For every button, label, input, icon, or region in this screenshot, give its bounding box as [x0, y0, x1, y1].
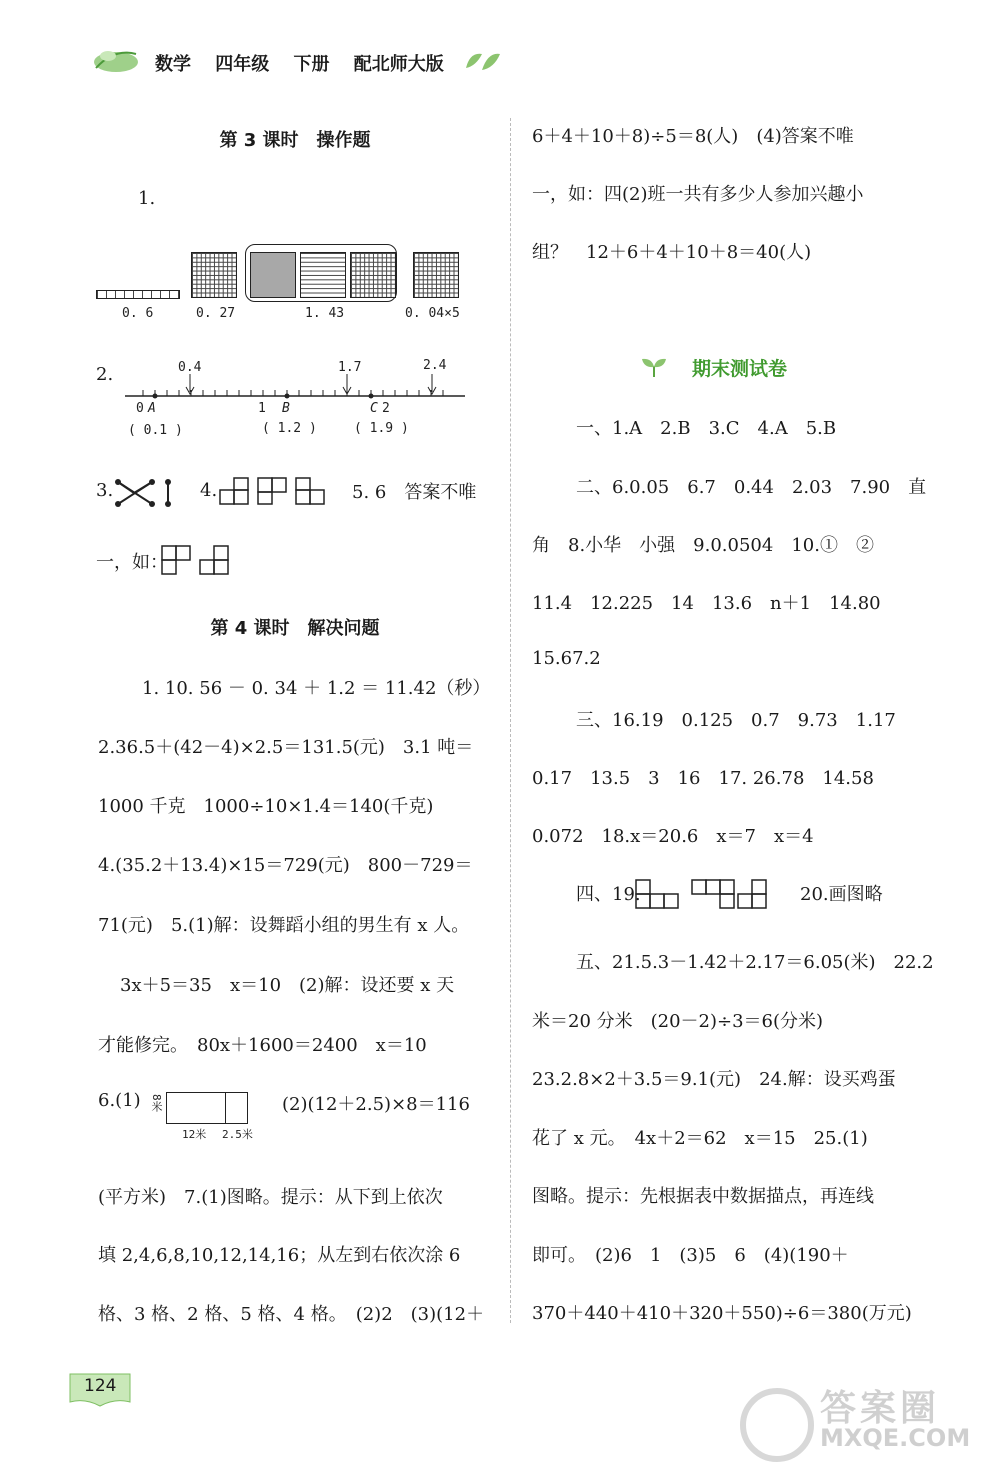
- q2-number: 2.: [96, 364, 114, 385]
- axis-label: 1: [258, 401, 266, 416]
- answer-line: 6＋4＋10＋8)÷5＝8(人) (4)答案不唯: [532, 126, 854, 147]
- q4-number: 4.: [200, 480, 218, 501]
- grid-stripes: [300, 252, 346, 298]
- answer-line: 3x＋5＝35 x＝10 (2)解：设还要 x 天: [120, 975, 455, 996]
- page-header: [90, 40, 510, 84]
- q5-example-figure: [160, 544, 240, 578]
- arrow-label: 2.4: [423, 358, 447, 373]
- q20-text: 20.画图略: [800, 884, 883, 905]
- grid-full: [250, 252, 296, 298]
- arrow-label: 1.7: [338, 360, 362, 375]
- grid-part: [350, 252, 396, 298]
- q1-label: 0. 6: [122, 306, 154, 321]
- q3-number: 3.: [96, 480, 114, 501]
- answer-line: 一，如：四(2)班一共有多少人参加兴趣小: [532, 184, 864, 205]
- answer-line: 组？ 12＋6＋4＋10＋8＝40(人): [532, 242, 812, 263]
- answer-line: 三、16.19 0.125 0.7 9.73 1.17: [576, 710, 896, 731]
- q4-views-figure: [218, 476, 330, 510]
- lesson3-title: 第 3 课时 操作题: [219, 130, 371, 151]
- book-title: 数学 四年级 下册 配北师大版: [155, 54, 444, 75]
- answer-line: 23.2.8×2＋3.5＝9.1(元) 24.解：设买鸡蛋: [532, 1069, 896, 1090]
- q5-text: 5. 6 答案不唯: [352, 482, 477, 503]
- leaf-logo-icon: [90, 42, 140, 78]
- point-value: ( 1.9 ): [354, 421, 409, 436]
- watermark: [740, 1380, 990, 1460]
- answer-line: 图略。提示：先根据表中数据描点，再连线: [532, 1186, 874, 1207]
- answer-line: 4.(35.2＋13.4)×15＝729(元) 800－729＝: [98, 855, 473, 876]
- q6-side-label: 8米: [150, 1094, 163, 1112]
- axis-label: C: [370, 401, 378, 416]
- number-line-axis: [125, 384, 470, 404]
- column-divider: [510, 118, 511, 1323]
- point-value: ( 0.1 ): [128, 423, 183, 438]
- grid-0.27: [191, 252, 237, 298]
- answer-line: 才能修完。 80x＋1600＝2400 x＝10: [98, 1035, 427, 1056]
- answer-line: 角 8.小华 小强 9.0.0504 10.① ②: [532, 535, 874, 556]
- watermark-text: 答案圈: [820, 1388, 941, 1429]
- answer-line: 0.072 18.x＝20.6 x＝7 x＝4: [532, 826, 814, 847]
- q3-line-figure: [112, 476, 182, 510]
- answer-line: 1000 千克 1000÷10×1.4＝140(千克): [98, 796, 434, 817]
- q6-bottom-label: 12米: [182, 1128, 207, 1141]
- answer-line: 370＋440＋410＋320＋550)÷6＝380(万元): [532, 1303, 912, 1324]
- q6-bottom-label: 2.5米: [222, 1128, 253, 1141]
- point-value: ( 1.2 ): [262, 421, 317, 436]
- answer-line: 0.17 13.5 3 16 17. 26.78 14.58: [532, 768, 874, 789]
- q1-label: 1. 43: [305, 306, 345, 321]
- answer-line: 2.36.5＋(42－4)×2.5＝131.5(元) 3.1 吨＝: [98, 737, 474, 758]
- grid-0.04x5: [413, 252, 459, 298]
- answer-line: 1. 10. 56 － 0. 34 ＋ 1.2 ＝ 11.42（秒）: [142, 678, 491, 699]
- answer-line: 即可。 (2)6 1 (3)5 6 (4)(190＋: [532, 1245, 849, 1266]
- q1-number: 1.: [138, 188, 156, 209]
- q6-number: 6.(1): [98, 1090, 141, 1111]
- answer-line: (平方米) 7.(1)图略。提示：从下到上依次: [98, 1187, 443, 1208]
- answer-line: 花了 x 元。 4x＋2＝62 x＝15 25.(1): [532, 1128, 868, 1149]
- axis-label: B: [282, 401, 290, 416]
- q5-continuation: 一，如：: [96, 552, 168, 573]
- axis-label: A: [148, 401, 156, 416]
- watermark-url: MXQE.COM: [820, 1424, 971, 1452]
- exam-title: 期末测试卷: [692, 358, 788, 380]
- answer-line: 填 2,4,6,8,10,12,14,16；从左到右依次涂 6: [98, 1245, 461, 1266]
- answer-line: 米＝20 分米 (20－2)÷3＝6(分米): [532, 1011, 824, 1032]
- page-number-badge: [68, 1370, 132, 1410]
- axis-label: 0: [136, 401, 144, 416]
- answer-line: 15.67.2: [532, 648, 601, 669]
- answer-line: 11.4 12.225 14 13.6 n＋1 14.80: [532, 593, 881, 614]
- answer-line: 71(元) 5.(1)解：设舞蹈小组的男生有 x 人。: [98, 915, 470, 936]
- q6-rectangle: [166, 1092, 248, 1124]
- q19-views-figure: [634, 878, 784, 914]
- leaf-decoration-icon: [462, 48, 502, 74]
- answer-line: 二、6.0.05 6.7 0.44 2.03 7.90 直: [576, 477, 927, 498]
- q6-part2: (2)(12＋2.5)×8＝116: [282, 1094, 470, 1115]
- watermark-logo-icon: [740, 1388, 814, 1462]
- q19-prefix: 四、19.: [576, 884, 641, 905]
- sprout-icon: [640, 356, 668, 378]
- arrow-label: 0.4: [178, 360, 202, 375]
- q1-label: 0. 04×5: [405, 306, 460, 321]
- answer-line: 五、21.5.3－1.42＋2.17＝6.05(米) 22.2: [576, 952, 934, 973]
- arrow-down-icon: [180, 372, 200, 398]
- answer-line: 一、1.A 2.B 3.C 4.A 5.B: [576, 418, 837, 439]
- arrow-down-icon: [337, 372, 357, 398]
- axis-label: 2: [382, 401, 390, 416]
- strip-0.6: [96, 290, 180, 299]
- page-number: 124: [84, 1376, 117, 1396]
- q1-label: 0. 27: [196, 306, 236, 321]
- arrow-down-icon: [422, 372, 442, 398]
- answer-line: 格、3 格、2 格、5 格、4 格。 (2)2 (3)(12＋: [98, 1304, 485, 1325]
- lesson4-title: 第 4 课时 解决问题: [210, 618, 380, 639]
